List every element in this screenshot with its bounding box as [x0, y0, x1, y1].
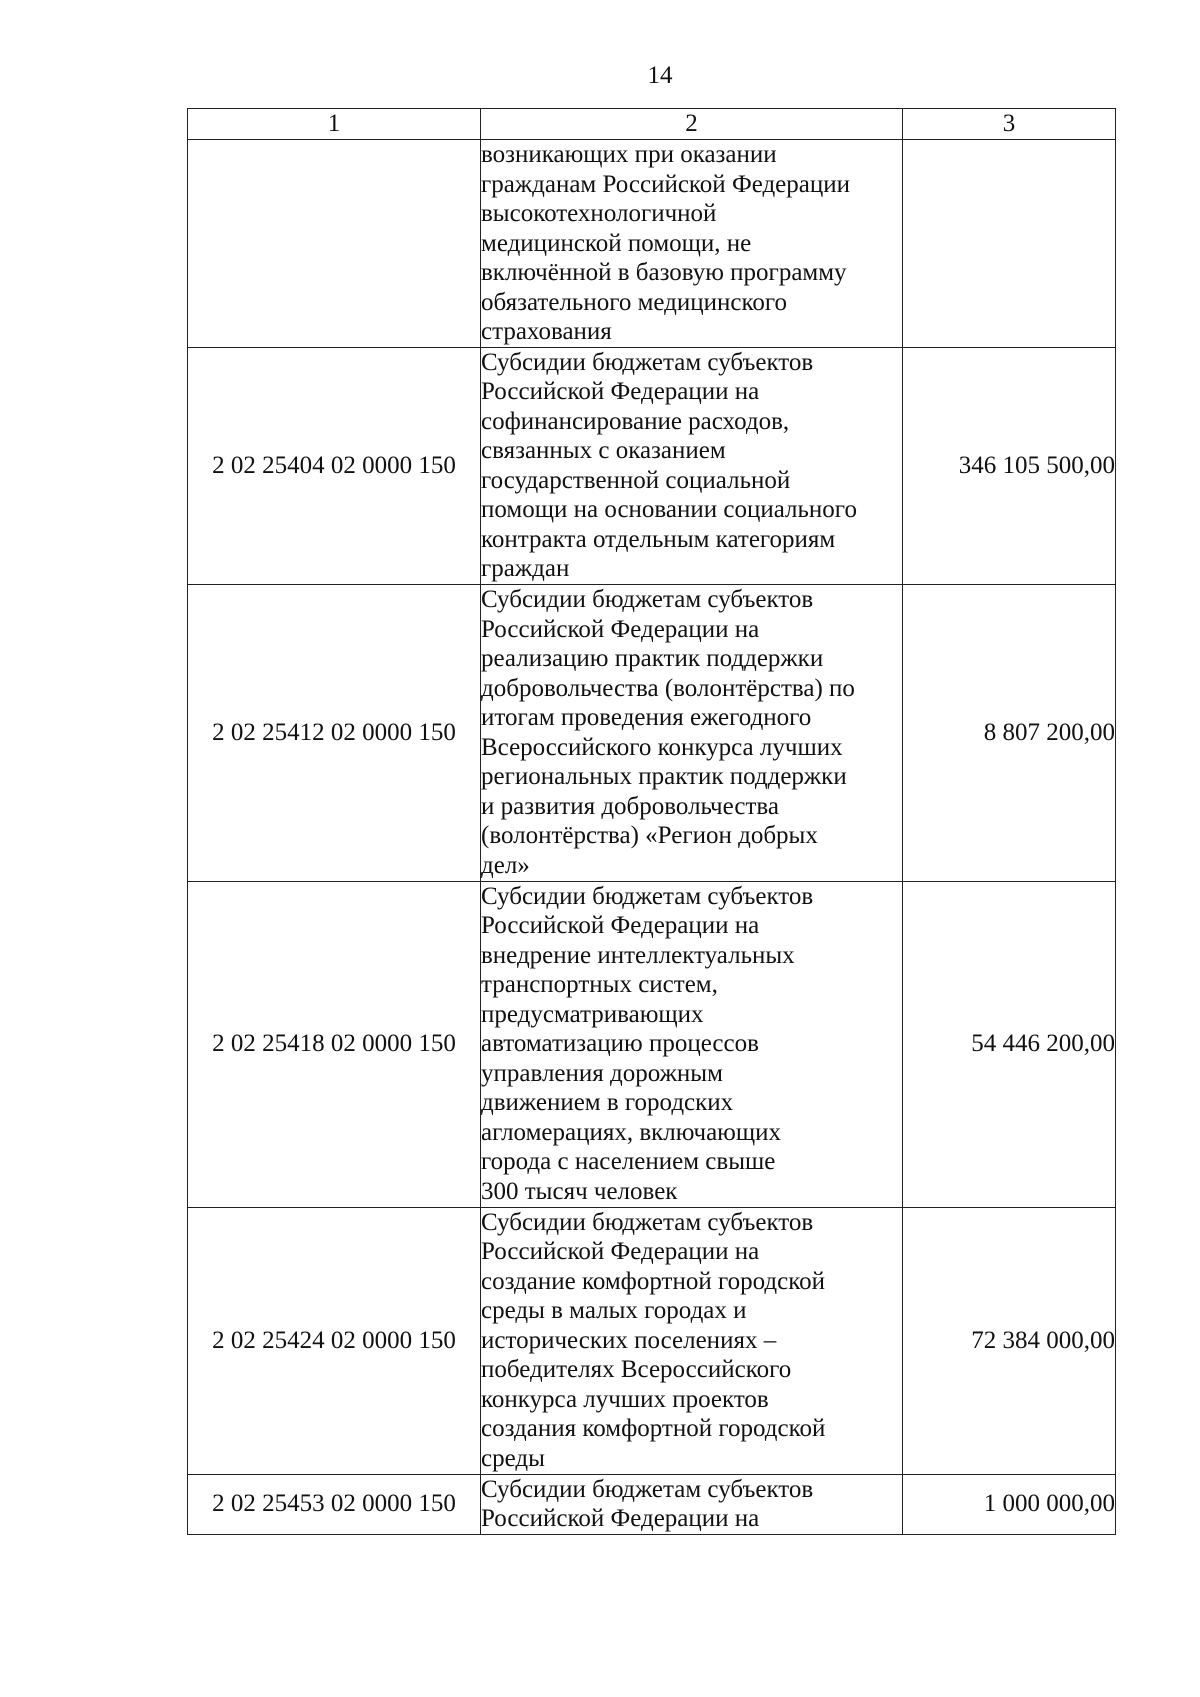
- header-cell-3: 3: [903, 109, 1116, 140]
- row-amount: 54 446 200,00: [903, 881, 1116, 1207]
- row-amount: [903, 140, 1116, 348]
- row-amount: 72 384 000,00: [903, 1207, 1116, 1474]
- table-header-row: [188, 109, 1116, 140]
- header-cell-2: 2: [481, 109, 903, 140]
- row-description: [481, 140, 903, 348]
- budget-table: [187, 108, 1116, 1535]
- table-row: [188, 347, 1116, 584]
- table-row: [188, 140, 1116, 348]
- row-description-text: возникающих при оказании гражданам Российской Федерации высокотехнологичной медицинской помощи, не включённой в базовую программу обязательного медицинского страхования: [481, 141, 851, 345]
- row-amount: 346 105 500,00: [903, 347, 1116, 584]
- header-cell-1: 1: [188, 109, 481, 140]
- row-amount: 8 807 200,00: [903, 584, 1116, 881]
- row-description: [481, 584, 903, 881]
- row-amount: 1 000 000,00: [903, 1474, 1116, 1534]
- row-description-text: Субсидии бюджетам субъектов Российской Федерации на: [481, 1475, 814, 1532]
- row-code: [188, 140, 481, 348]
- page-number: 14: [647, 62, 673, 89]
- table-row: [188, 881, 1116, 1207]
- row-description: [481, 347, 903, 584]
- table-row: [188, 1474, 1116, 1534]
- row-code: 2 02 25404 02 0000 150: [188, 347, 481, 584]
- row-description: [481, 1207, 903, 1474]
- row-description-text: Субсидии бюджетам субъектов Российской Федерации на внедрение интеллектуальных транспортных систем, предусматривающих автоматизацию процессов управления дорожным движением в городских агломерациях, включающих города с населением свыше 300 тысяч человек: [481, 882, 814, 1205]
- row-description-text: Субсидии бюджетам субъектов Российской Федерации на софинансирование расходов, связанных с оказанием государственной социальной помощи на основании социального контракта отдельным категориям граждан: [481, 348, 857, 582]
- row-code: 2 02 25453 02 0000 150: [188, 1474, 481, 1534]
- table-row: [188, 1207, 1116, 1474]
- row-code: 2 02 25412 02 0000 150: [188, 584, 481, 881]
- row-description-text: Субсидии бюджетам субъектов Российской Федерации на реализацию практик поддержки добровольчества (волонтёрства) по итогам проведения ежегодного Всероссийского конкурса лучших региональных практик поддержки и развития добровольчества (волонтёрства) «Регион добрых дел»: [481, 586, 855, 879]
- row-description: [481, 1474, 903, 1534]
- row-code: 2 02 25418 02 0000 150: [188, 881, 481, 1207]
- row-description-text: Субсидии бюджетам субъектов Российской Федерации на создание комфортной городской среды в малых городах и исторических поселениях – победителях Всероссийского конкурса лучших проектов создания комфортной городской среды: [481, 1208, 826, 1472]
- row-code: 2 02 25424 02 0000 150: [188, 1207, 481, 1474]
- row-description: [481, 881, 903, 1207]
- table-row: [188, 584, 1116, 881]
